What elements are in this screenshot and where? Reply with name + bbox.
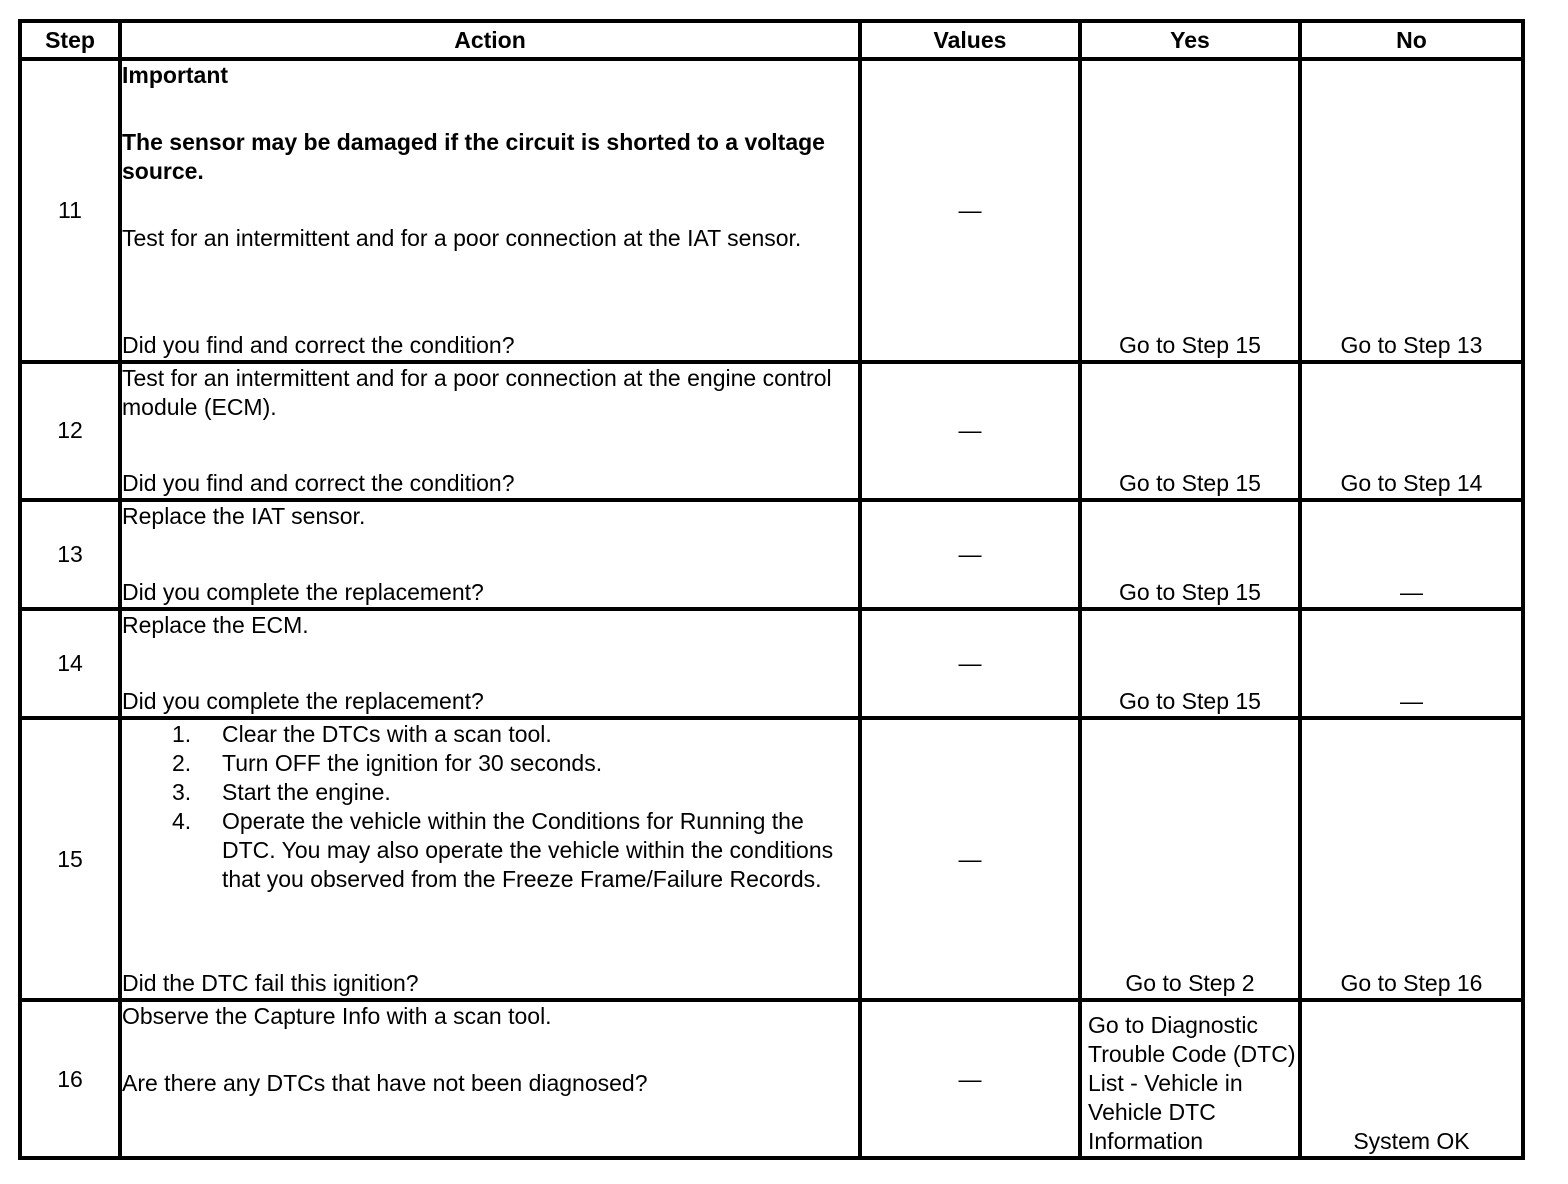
yes-cell: Go to Step 15: [1080, 59, 1300, 362]
step-number: 15: [20, 718, 120, 1000]
action-cell: [120, 609, 860, 718]
action-question: Did you find and correct the condition?: [122, 332, 515, 359]
values-cell: —: [860, 1000, 1080, 1158]
header-yes: Yes: [1080, 21, 1300, 59]
step-number: 16: [20, 1000, 120, 1158]
important-text: The sensor may be damaged if the circuit is shorted to a voltage source.: [122, 129, 825, 184]
list-item: [172, 720, 858, 749]
action-text: Observe the Capture Info with a scan tool.: [122, 1003, 552, 1030]
action-cell: [120, 500, 860, 609]
procedure-list: [122, 720, 858, 894]
action-cell: [120, 718, 860, 1000]
list-number: 1.: [172, 721, 192, 748]
no-cell: Go to Step 16: [1300, 718, 1523, 1000]
header-row: [20, 21, 1523, 59]
header-step: Step: [20, 21, 120, 59]
action-cell: [120, 1000, 860, 1158]
yes-cell: Go to Step 15: [1080, 609, 1300, 718]
list-number: 3.: [172, 779, 192, 806]
yes-cell: Go to Step 15: [1080, 500, 1300, 609]
important-label: Important: [122, 62, 229, 88]
no-cell: —: [1300, 500, 1523, 609]
values-cell: —: [860, 500, 1080, 609]
yes-cell: Go to Step 15: [1080, 362, 1300, 500]
action-text: Test for an intermittent and for a poor connection at the engine control module (ECM).: [122, 365, 832, 421]
list-number: 4.: [172, 808, 192, 835]
table-row: [20, 362, 1523, 500]
action-question: Are there any DTCs that have not been diagnosed?: [122, 1070, 648, 1097]
table-row: [20, 59, 1523, 362]
no-cell: Go to Step 13: [1300, 59, 1523, 362]
no-cell: —: [1300, 609, 1523, 718]
action-text: Test for an intermittent and for a poor connection at the IAT sensor.: [122, 225, 802, 251]
action-question: Did you complete the replacement?: [122, 688, 484, 715]
yes-cell: Go to Diagnostic Trouble Code (DTC) List - Vehicle in Vehicle DTC Information: [1080, 1000, 1300, 1158]
table-row: [20, 718, 1523, 1000]
list-text: Operate the vehicle within the Conditions for Running the DTC. You may also operate the vehicle within the conditions that you observed from the Freeze Frame/Failure Records.: [222, 808, 834, 893]
action-question: Did you complete the replacement?: [122, 578, 484, 605]
action-text: Replace the IAT sensor.: [122, 502, 366, 529]
step-number: 13: [20, 500, 120, 609]
step-number: 12: [20, 362, 120, 500]
header-values: Values: [860, 21, 1080, 59]
no-cell: System OK: [1300, 1000, 1523, 1158]
diagnostic-table: [18, 19, 1525, 1160]
values-cell: —: [860, 362, 1080, 500]
values-cell: —: [860, 609, 1080, 718]
no-cell: Go to Step 14: [1300, 362, 1523, 500]
action-cell: [120, 362, 860, 500]
list-text: Turn OFF the ignition for 30 seconds.: [222, 750, 603, 777]
values-cell: —: [860, 718, 1080, 1000]
yes-cell: Go to Step 2: [1080, 718, 1300, 1000]
header-action: Action: [120, 21, 860, 59]
list-text: Clear the DTCs with a scan tool.: [222, 721, 552, 748]
table-row: [20, 609, 1523, 718]
action-question: Did the DTC fail this ignition?: [122, 970, 419, 997]
table-row: [20, 1000, 1523, 1158]
action-text: Replace the ECM.: [122, 611, 309, 638]
list-item: [172, 778, 858, 807]
header-no: No: [1300, 21, 1523, 59]
table-row: [20, 500, 1523, 609]
step-number: 14: [20, 609, 120, 718]
list-number: 2.: [172, 750, 192, 777]
values-cell: —: [860, 59, 1080, 362]
step-number: 11: [20, 59, 120, 362]
list-item: [172, 807, 858, 894]
list-item: [172, 749, 858, 778]
list-text: Start the engine.: [222, 779, 391, 806]
action-cell: [120, 59, 860, 362]
action-question: Did you find and correct the condition?: [122, 469, 515, 496]
